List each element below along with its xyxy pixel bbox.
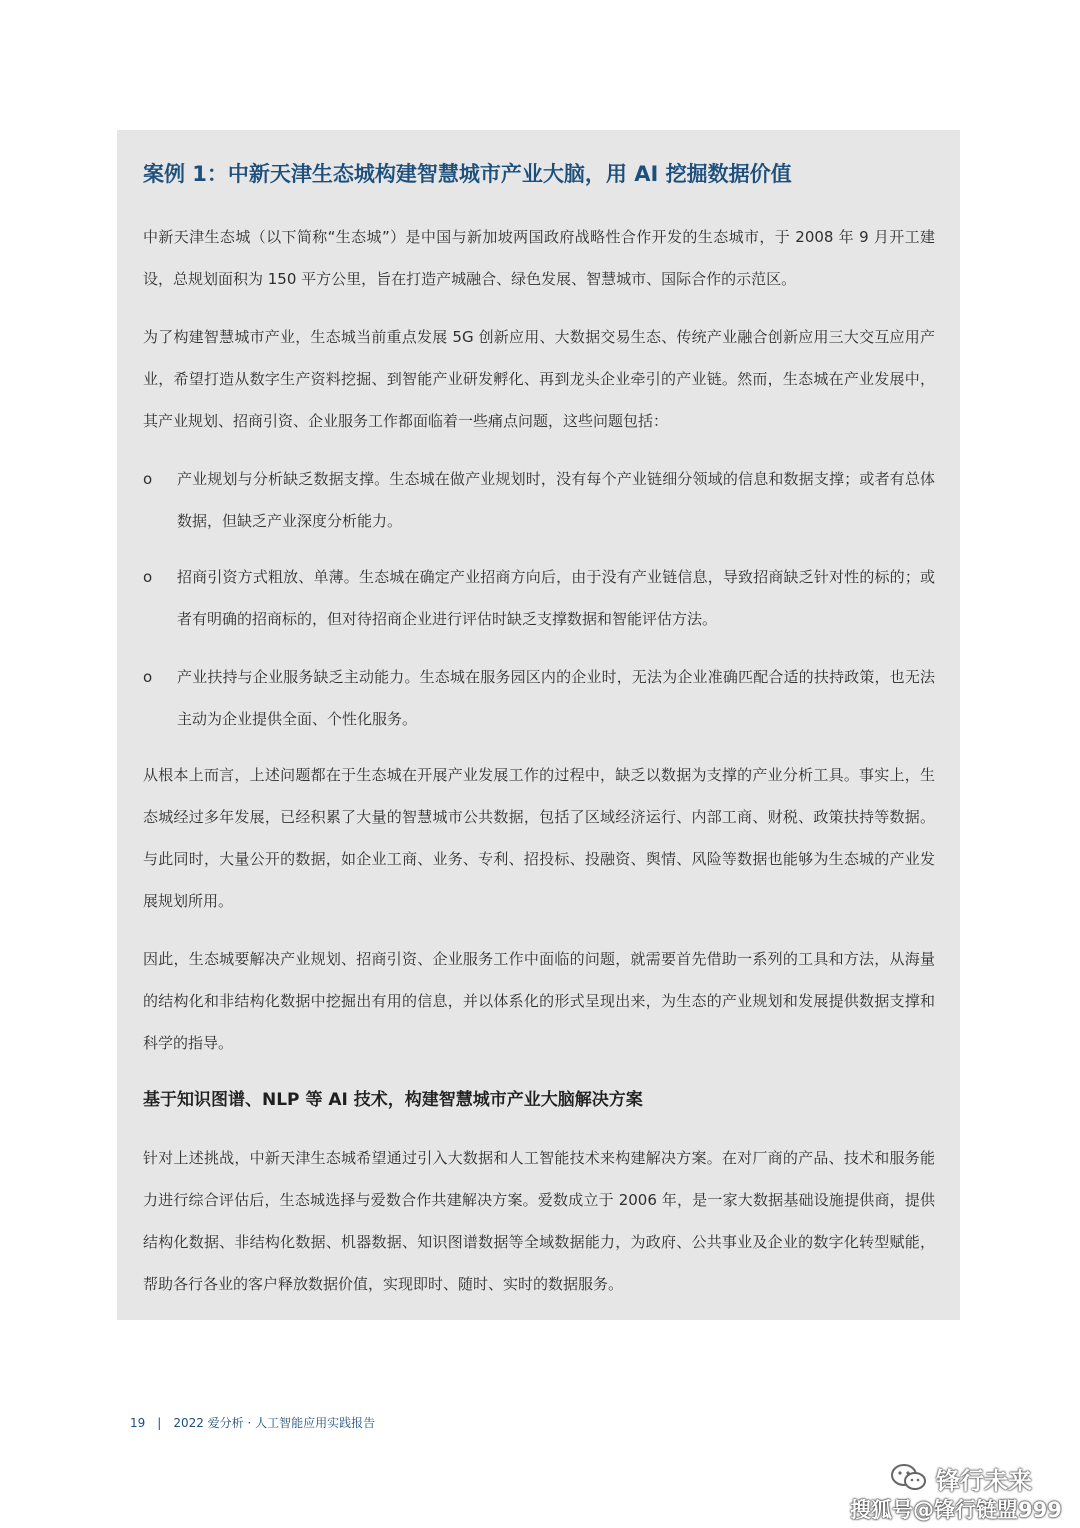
bullet-item: 招商引资方式粗放、单薄。生态城在确定产业招商方向后，由于没有产业链信息，导致招商缺乏针对性的标的；或者有明确的招商标的，但对待招商企业进行评估时缺乏支撑数据和智能评估方法。: [177, 568, 935, 628]
watermark-brand: [890, 1460, 1032, 1496]
bullet-marker: o: [143, 470, 153, 488]
solution-paragraph: 针对上述挑战，中新天津生态城希望通过引入大数据和人工智能技术来构建解决方案。在对厂商的产品、技术和服务能力进行综合评估后，生态城选择与爱数合作共建解决方案。爱数成立于 2006 年，是一家大数据基础设施提供商，提供结构化数据、非结构化数据、机器数据、知识图谱数据等全域数据能力，为政府、公共事业及企业的数字化转型赋能，帮助各行各业的客户释放数据价值，实现即时、随时、实时的数据服务。: [143, 1149, 935, 1293]
wechat-icon: [890, 1463, 928, 1493]
case-title: 案例 1：中新天津生态城构建智慧城市产业大脑，用 AI 挖掘数据价值: [143, 162, 792, 186]
bullet-item: 产业规划与分析缺乏数据支撑。生态城在做产业规划时，没有每个产业链细分领域的信息和数据支撑；或者有总体数据，但缺乏产业深度分析能力。: [177, 470, 935, 530]
page-footer: [130, 1414, 375, 1431]
watermark-source: 搜狐号@锋行链盟999: [850, 1498, 1062, 1522]
industry-paragraph: 为了构建智慧城市产业，生态城当前重点发展 5G 创新应用、大数据交易生态、传统产业融合创新应用三大交互应用产业，希望打造从数字生产资料挖掘、到智能产业研发孵化、再到龙头企业牵引的产业链。然而，生态城在产业发展中，其产业规划、招商引资、企业服务工作都面临着一些痛点问题，这些问题包括：: [143, 328, 935, 430]
page-number: 19: [130, 1416, 146, 1430]
bullet-marker: o: [143, 568, 153, 586]
solution-heading: 基于知识图谱、NLP 等 AI 技术，构建智慧城市产业大脑解决方案: [143, 1090, 643, 1110]
intro-paragraph: 中新天津生态城（以下简称“生态城”）是中国与新加坡两国政府战略性合作开发的生态城市，于 2008 年 9 月开工建设，总规划面积为 150 平方公里，旨在打造产城融合、绿色发展、智慧城市、国际合作的示范区。: [143, 228, 935, 288]
watermark-brand-text: 锋行未来: [936, 1466, 1032, 1495]
root-cause-paragraph: 从根本上而言，上述问题都在于生态城在开展产业发展工作的过程中，缺乏以数据为支撑的产业分析工具。事实上，生态城经过多年发展，已经积累了大量的智慧城市公共数据，包括了区域经济运行、内部工商、财税、政策扶持等数据。与此同时，大量公开的数据，如企业工商、业务、专利、招投标、投融资、舆情、风险等数据也能够为生态城的产业发展规划所用。: [143, 766, 935, 910]
report-title: 2022 爱分析 · 人工智能应用实践报告: [173, 1416, 376, 1430]
bullet-marker: o: [143, 668, 153, 686]
footer-separator: |: [157, 1416, 162, 1430]
bullet-item: 产业扶持与企业服务缺乏主动能力。生态城在服务园区内的企业时，无法为企业准确匹配合适的扶持政策，也无法主动为企业提供全面、个性化服务。: [177, 668, 935, 728]
therefore-paragraph: 因此，生态城要解决产业规划、招商引资、企业服务工作中面临的问题，就需要首先借助一系列的工具和方法，从海量的结构化和非结构化数据中挖掘出有用的信息，并以体系化的形式呈现出来，为生态的产业规划和发展提供数据支撑和科学的指导。: [143, 950, 935, 1052]
